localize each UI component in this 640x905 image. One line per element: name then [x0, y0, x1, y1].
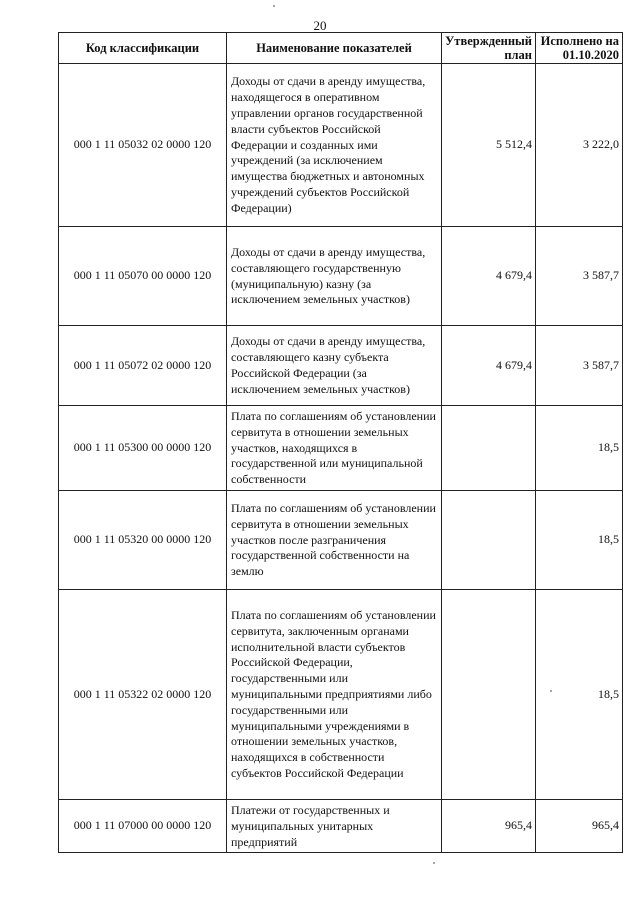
row-executed: 3 587,7 [536, 227, 623, 326]
row-plan: 4 679,4 [442, 326, 536, 406]
row-plan [442, 490, 536, 589]
row-plan [442, 589, 536, 799]
row-plan: 4 679,4 [442, 227, 536, 326]
scan-speck [433, 862, 435, 864]
row-name: Доходы от сдачи в аренду имущества, составляющего государственную (муниципальную) казну (за исключением земельных участков) [227, 227, 442, 326]
header-name: Наименование показателей [227, 33, 442, 64]
row-executed: 18,5 [536, 406, 623, 491]
row-code: 000 1 11 05300 00 0000 120 [59, 406, 227, 491]
table-row [59, 326, 623, 406]
table-row [59, 589, 623, 799]
table-row [59, 64, 623, 227]
table-row [59, 406, 623, 491]
scan-speck [273, 5, 275, 7]
row-name: Плата по соглашениям об установлении сервитута в отношении земельных участков, находящихся в государственной или муниципальной собственности [227, 406, 442, 491]
row-executed: 18,5 [536, 589, 623, 799]
page-number: 20 [313, 18, 327, 33]
row-code: 000 1 11 05072 02 0000 120 [59, 326, 227, 406]
row-executed: 3 222,0 [536, 64, 623, 227]
row-executed: 3 587,7 [536, 326, 623, 406]
row-code: 000 1 11 07000 00 0000 120 [59, 799, 227, 852]
table-row [59, 227, 623, 326]
row-name: Доходы от сдачи в аренду имущества, составляющего казну субъекта Российской Федерации (за исключением земельных участков) [227, 326, 442, 406]
row-code: 000 1 11 05032 02 0000 120 [59, 64, 227, 227]
scan-speck [550, 690, 552, 692]
header-executed: Исполнено на 01.10.2020 [536, 33, 623, 64]
row-name: Плата по соглашениям об установлении сервитута, заключенным органами исполнительной власти субъектов Российской Федерации, государственными или муниципальными предприятиями либо государственными или муниципальными учреждениями в отношении земельных участков, находящихся в собственности субъектов Российской Федерации [227, 589, 442, 799]
row-code: 000 1 11 05320 00 0000 120 [59, 490, 227, 589]
row-name: Плата по соглашениям об установлении сервитута в отношении земельных участков после разграничения государственной собственности на землю [227, 490, 442, 589]
row-name: Доходы от сдачи в аренду имущества, находящегося в оперативном управлении органов государственной власти субъектов Российской Федерации и созданных ими учреждений (за исключением имущества бюджетных и автономных учреждений субъектов Российской Федерации) [227, 64, 442, 227]
header-plan: Утвержденный план [442, 33, 536, 64]
row-plan [442, 406, 536, 491]
row-name: Платежи от государственных и муниципальных унитарных предприятий [227, 799, 442, 852]
table-header-row [59, 33, 623, 64]
row-plan: 965,4 [442, 799, 536, 852]
budget-table [58, 32, 623, 853]
header-code: Код классификации [59, 33, 227, 64]
row-code: 000 1 11 05070 00 0000 120 [59, 227, 227, 326]
row-plan: 5 512,4 [442, 64, 536, 227]
table-row [59, 490, 623, 589]
row-code: 000 1 11 05322 02 0000 120 [59, 589, 227, 799]
table-row [59, 799, 623, 852]
row-executed: 18,5 [536, 490, 623, 589]
row-executed: 965,4 [536, 799, 623, 852]
